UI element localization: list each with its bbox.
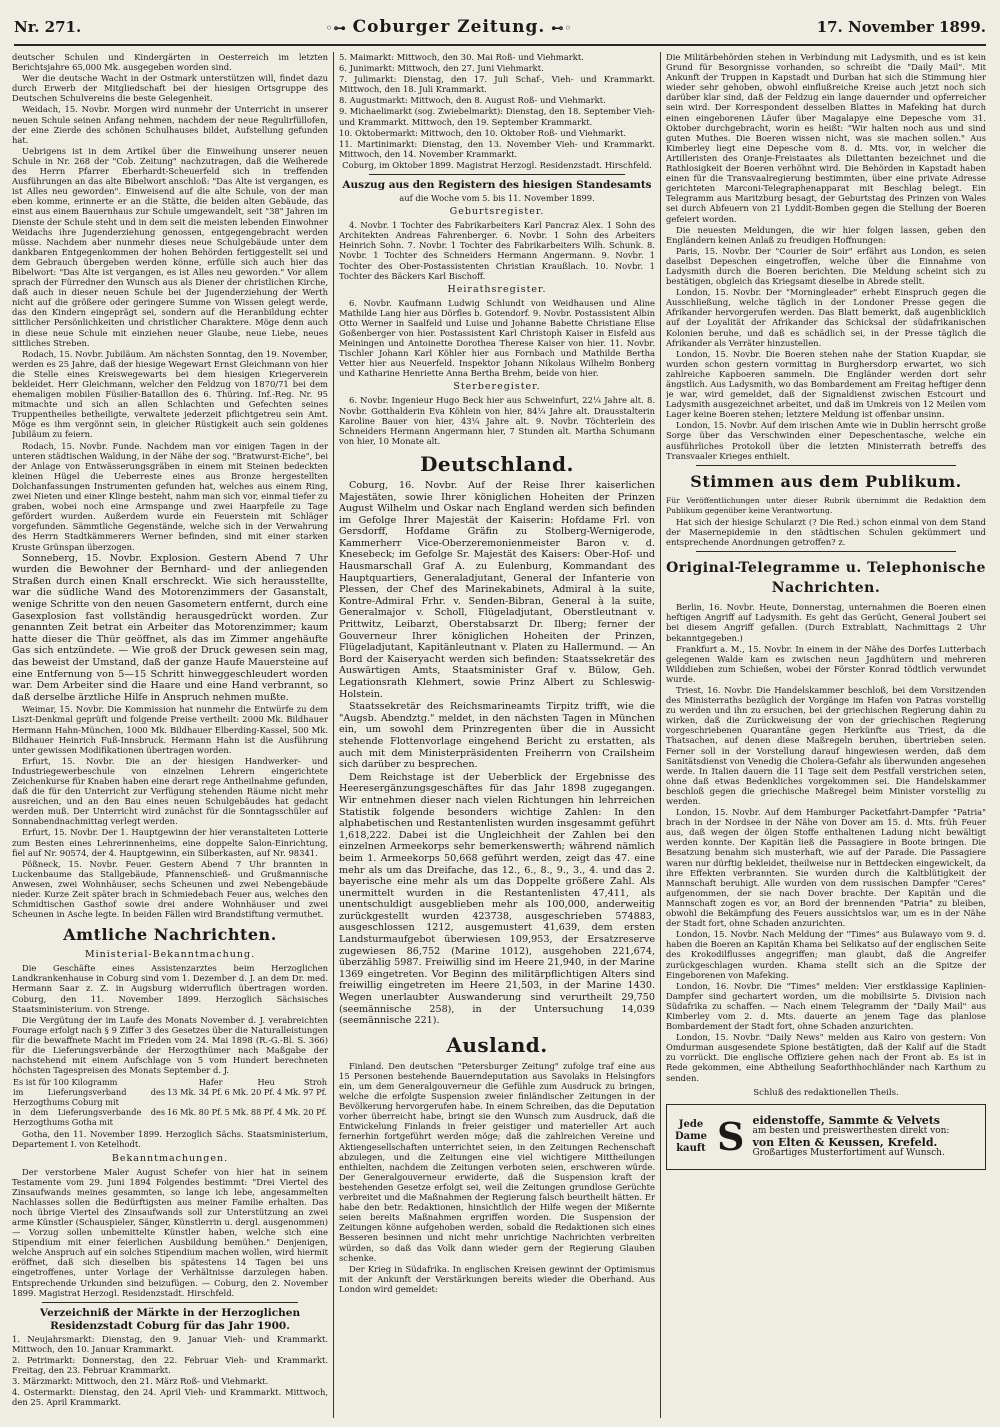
section-title-amtliche: Amtliche Nachrichten. (63, 925, 277, 945)
newspaper-title: ◦⊶ Coburger Zeitung. ⊷◦ (325, 17, 573, 37)
market-item: 11. Martinimarkt: Dienstag, den 13. November Vieh- und Krammarkt. Mittwoch, den 14. November Krammarkt. (339, 138, 655, 159)
article-paragraph: Die neuesten Meldungen, die wir hier folgen lassen, geben den Engländern keinen Anlaß zu freudigen Hoffnungen: (666, 224, 986, 245)
article-paragraph: Erfurt, 15. Novbr. Der 1. Hauptgewinn der hier veranstalteten Lotterie zum Besten eines Lehrerinnenheims, eine doppelte Salon-Einrichtung, fiel auf Nr. 90574, der 4. Hauptgewinn, ein Silberkasten, auf Nr. 98341. (12, 827, 328, 858)
table-cell: 5 Mk. 88 Pf. (224, 1107, 275, 1118)
article-paragraph: Rodach, 15. Novbr. Jubiläum. Am nächsten Sonntag, den 19. November, werden es 25 Jahre, daß der hiesige Wegewart Ernst Gleichmann von hier die Stelle eines Kreiswegewarts bei dem hiesigen Kriegerverein bekleidet. Herr Gleichmann, welcher den Feldzug von 1870/71 bei dem ehemaligen mobilen Füsilier-Bataillon des 6. Thüring. Inf.-Reg. Nr. 95 mitmachte und sich an allen Schlachten und Gefechten seines Truppentheiles betheiligte, verwaltete jederzeit pflichtgetreu sein Amt. Möge es ihm vergönnt sein, in gleicher Rüstigkeit auch sein goldenes Jubiläum zu feiern. (12, 348, 328, 440)
market-signature: Coburg, im Oktober 1899. Magistrat Herzogl. Residenzstadt. Hirschfeld. (342, 159, 652, 170)
market-item: 8. Augustmarkt: Mittwoch, den 8. August Roß- und Viehmarkt. (339, 95, 606, 106)
article-paragraph: Finland. Den deutschen "Petersburger Zeitung" zufolge traf eine aus 15 Personen bestehende Bauerndeputation aus Savolaks in Helsingfors ein, um dem Generalgouverneur die Gefühle zum Ausdruck zu bringen, welche die erfolgte Suspension zweier finländischer Zeitungen in der Bevölkerung hervorgerufen habe. In einem Schreiben, das die Deputation vorher überreicht habe, bringt sie den Wunsch zum Ausdruck, daß die Entwickelung Finlands in freier geistiger und materieller Art auch fernerhin fortgeführt werden möge; daß die zahlreichen Vereine und Aktiengesellschaften unterrichtet seien, in den Zeitungen Rechenschaft abzulegen, und die Zeitungen eine viel wichtigere Mittheilungen enthielten, nachdem die Zeitungen verboten seien, erschweren würde. Der Generalgouverneur erwiderte, daß die Suspension kraft der bestehenden Gesetze erfolgt sei, weil die Zeitungen grundlose Gerüchte verbreitet und die Maßnahmen der Regierung falsch beurtheilt hätten. Er habe den betr. Redaktionen, hinsichtlich der Hilfe wegen der Mißernte seien bereits Maßnahmen ergriffen worden. Die Suspension der Zeitungen könne aufgehoben werden, sobald die Redaktionen sich eines Besseren besinnen und nicht mehr unrichtige Nachrichten verbreiten würden, so daß das Volk dann wieder gern der Regierung Glauben schenke. (339, 1060, 655, 1263)
masthead (14, 10, 986, 46)
table-header: Es ist für 100 Kilogramm (13, 1077, 118, 1088)
table-header: Hafer (198, 1077, 223, 1088)
issue-number: Nr. 271. (14, 18, 82, 36)
article-paragraph: Staatssekretär des Reichsmarineamts Tirpitz trifft, wie die "Augsb. Abendztg." meldet, in den nächsten Tagen in München ein, um sowohl dem Prinzregenten über die in Aussicht stehende Flottenvorlage eingehend Bericht zu erstatten, als auch mit dem Ministerpräsidenten Freiherrn von Crailsheim sich darüber zu besprechen. (339, 701, 655, 771)
telegram-paragraph: London, 15. Novbr. Nach Meldung der "Times" aus Bulawayo vom 9. d. haben die Boeren an Kapitän Khama bei Selikatso auf der englischen Seite des Krokodilflusses angegriffen; man glaubt, daß die Angreifer zurückgeschlagen wurden. Khama stellt sich an die Spitze der Eingeborenen von Mafeking. (666, 929, 986, 980)
section-title-stimmen: Stimmen aus dem Publikum. (690, 471, 962, 491)
ad-line: Großartiges Musterfortiment auf Wunsch. (752, 1147, 945, 1158)
article-paragraph: Wer die deutsche Wacht in der Ostmark unterstützen will, findet dazu durch Erwerb der Mitgliedschaft bei der hiesigen Ortsgruppe des Deutschen Schulvereins die beste Gelegenheit. (12, 73, 328, 104)
telegram-paragraph: London, 16. Novbr. Die "Times" melden: Vier erstklassige Kaplinien-Dampfer sind gechartert worden, um die mobilisirte 5. Division nach Südafrika zu schaffen. — Nach einem Telegramm der "Daily Mail" aus Kimberley vom 2. d. Mts. dauerte an jenem Tage das planlose Bombardement der Stadt fort, ohne Schaden anzurichten. (666, 980, 986, 1032)
telegram-paragraph: London, 15. Novbr. "Daily News" melden aus Kairo von gestern: Von Omdurman ausgesendete Spione bestätigten, daß der Kalif auf die Stadt zu vorrückt. Die englische Offiziere gehen nach der Front ab. Es ist in Rede gekommen, eine Abtheilung Seaforthhochländer nach Karthum zu senden. (666, 1032, 986, 1083)
register-title: Auszug aus den Registern des hiesigen Standesamts (342, 179, 652, 192)
market-item: 1. Neujahrsmarkt: Dienstag, den 9. Januar Vieh- und Krammarkt. Mittwoch, den 10. Januar Krammarkt. (12, 1333, 328, 1354)
subsection-title: Heirathsregister. (447, 283, 547, 295)
table-cell: 4 Mk. 97 Pf. (276, 1087, 327, 1098)
article-paragraph: Der Krieg in Südafrika. In englischen Kreisen gewinnt der Optimismus mit der Ankunft der Verstärkungen bereits wieder die Oberhand. Aus London wird gemeldet: (339, 1263, 655, 1294)
article-paragraph: 6. Novbr. Kaufmann Ludwig Schlundt von Weidhausen und Aline Mathilde Lang hier aus Dörfles b. Gotendorf. 9. Novbr. Postassistent Albin Otto Werner in Saalfeld und Luise und Johanne Babette Christiane Elise Goßenberger von hier. Postassistent Karl Christoph Kaiser in Eisfeld aus Meiningen und Antoinette Dorothea Therese Kaiser von hier. 11. Novbr. Tischler Johann Karl Köhler hier aus Fornbach und Mathilde Bertha Vetter hier aus Neuerfeld. Inspektor Johann Nikolaus Wilhelm Bonberg und Katharine Henriette Anna Bertha Brehm, beide von hier. (339, 297, 655, 379)
article-paragraph: 4. Novbr. 1 Tochter des Fabrikarbeiters Karl Pancraz Alex. 1 Sohn des Architekten Andreas Fahrenberger. 6. Novbr. 1 Sohn des Arbeiters Heinrich Sohn. 7. Novbr. 1 Tochter des Fabrikarbeiters Wilh. Schunk. 8. Novbr. 1 Tochter des Schneiders Hermann Angermann. 9. Novbr. 1 Tochter des Ober-Postassistenten Christian Kraußlach. 10. Novbr. 1 Tochter des Bäckers Karl Bischoff. (339, 220, 655, 281)
market-item: 10. Oktobermarkt: Mittwoch, den 10. Oktober Roß- und Viehmarkt. (339, 127, 627, 138)
telegram-paragraph: Triest, 16. Novbr. Die Handelskammer beschloß, bei dem Vorsitzenden des Ministerraths bezüglich der Vorgänge im Hafen von Patras vorstellig zu werden und ihn zu ersuchen, bei der griechischen Regierung dahin zu wirken, daß die Zurückweisung der von der griechischen Regierung vorgeschriebenen Quarantäne gegen Herkünfte aus Triest, da die Thatsachen, auf denen diese Maßregeln beruhen, übertrieben seien. Ferner soll in der Vorstellung darauf hingewiesen werden, daß dem Sanitätsdienst von Venedig die Cholera-Gefahr als überwunden angesehen werde. In Italien dauern die 11 Tage seit dem Pestfall verstrichen seien, ohne daß etwas Bedenkliches vorgekommen sei. Die Handelskammer beschloß gegen die griechische Maßregel beim Minister vorstellig zu werden. (666, 684, 986, 806)
table-header: Heu (257, 1077, 275, 1088)
article-paragraph: London, 15. Novbr. Die Boeren stehen nahe der Station Kuapdar, sie wurden schon gestern vormittag in Burghersdorp erwartet, wo sich zahlreiche Kapboeren sammeln. Die Engländer werden dort sehr ängstlich. Aus Ladysmith, wo das Bombardement am Freitag heftiger denn je war, wird gemeldet, daß der Signaldienst zwischen Estcourt und Ladysmith ausgezeichnet arbeitet, und daß im Umkreis von 12 Meilen vom Lager keine Boeren stehen; letztere Meldung ist offenbar unsinn. (666, 348, 986, 420)
end-of-editorial-note: Schluß des redaktionellen Theils. (753, 1087, 899, 1098)
market-item: 3. Märzmarkt: Mittwoch, den 21. März Roß- und Viehmarkt. (12, 1376, 269, 1387)
table-header: Stroh (303, 1077, 327, 1088)
ad-line: eidenstoffe, Sammte & Velvets (752, 1113, 941, 1127)
article-paragraph: Pößneck, 15. Novbr. Feuer. Gestern Abend 7 Uhr brannten in Luckenbaume das Stallgebäude, Pfannenschieß- und Grußmannische Anwesen, zwei Wohnhäuser, sechs Scheunen und zwei Nebengebäude nieder. Kurze Zeit später brach in Schmiedebach Feuer aus, welches den Schmidtischen Gasthof sowie drei andere Wohnhäuser und zwei Scheunen in Asche legte. In beiden Fällen wird Brandstiftung vermuthet. (12, 858, 328, 920)
telegram-paragraph: Frankfurt a. M., 15. Novbr. In einem in der Nähe des Dorfes Lutterbach gelegenen Walde kam es zwischen neun Jagdhütern und mehreren Wilddieben zum Schießen, wobei der Förster Konrad tödtlich verwundet wurde. (666, 643, 986, 684)
divider (696, 465, 956, 466)
section-title-telegramme: Original-Telegramme u. Telephonische Nachrichten. (666, 560, 986, 597)
article-paragraph: Sonneberg, 15. Novbr. Explosion. Gestern Abend 7 Uhr wurden die Bewohner der Bernhard- und der anliegenden Straßen durch einen Knall erschreckt. Wie sich herausstellte, war die südliche Wand des Motorenzimmers der Gasanstalt, wenige Schritte von den neuen Gasometern entfernt, durch eine Gasexplosion fast vollständig herausgedrückt worden. Zur genannten Zeit betrat ein Arbeiter das Motorenzimmer; kaum hatte dieser die Thür geöffnet, als das im Zimmer angehäufte Gas sich entzündete. — Wie groß der Druck gewesen sein mag, das beweist der Umstand, daß der ganze Haufe Mauersteine auf eine Entfernung von 5—15 Schritt hinweggeschleudert worden war. Dem Arbeiter sind die Haare und eine Hand verbrannt, so daß derselbe ärztliche Hilfe in Anspruch nehmen mußte. (12, 552, 328, 703)
ad-text-block (752, 1115, 949, 1159)
section-title-ausland: Ausland. (446, 1032, 548, 1057)
market-item: 2. Petrimarkt: Donnerstag, den 22. Februar Vieh- und Krammarkt. Freitag, den 23. Februar Krammarkt. (12, 1354, 328, 1375)
ad-left-text: Jede Dame kauft (674, 1118, 708, 1154)
register-subtitle: auf die Woche vom 5. bis 11. November 1899. (399, 193, 595, 204)
table-row (12, 1107, 328, 1127)
fourage-price-table (12, 1077, 328, 1127)
article-paragraph: deutscher Schulen und Kindergärten in Oesterreich im letzten Berichtsjahre 65,000 Mk. ausgegeben worden sind. (12, 52, 328, 73)
divider (42, 1302, 298, 1303)
article-paragraph: Coburg, 16. Novbr. Auf der Reise Ihrer kaiserlichen Majestäten, sowie Ihrer königlichen Hoheiten der Prinzen August Wilhelm und Oskar nach England werden sich befinden im Gefolge Ihrer Majestät der Kaiserin: Hofdame Frl. von Gersdorff, Hofdame Gräfin zu Stolberg-Wernigerode, Kammerherr Vice-Oberzeremonienmeister Baron v. d. Knesebeck; im Gefolge Sr. Majestät des Kaisers: Ober-Hof- und Hausmarschall Graf A. zu Eulenburg, Kommandant des Hauptquartiers, Generaladjutant, General der Infanterie von Plessen, der Chef des Marinekabinets, Admiral à la suite, Kontre-Admiral Frhr. v. Senden-Bibran, General à la suite, Generalmajor v. Scholl, Flügeladjutant, Oberstleutnant v. Prittwitz, Leibarzt, Oberstabsarzt Dr. Ilberg; ferner der Gouverneur Ihrer königlichen Hoheiten der Prinzen, Flügeladjutant, Kapitänleutnant v. Platen zu Hallermund. — An Bord der Kaiseryacht werden sich befinden: Staatssekretär des Auswärtigen Amts, Staatsminister Graf v. Bülow, Geh. Legationsrath Klehmert, sowie Prinz Albert zu Schleswig-Holstein. (339, 479, 655, 700)
article-paragraph: Weimar, 15. Novbr. Die Kommission hat nunmehr die Entwürfe zu dem Liszt-Denkmal geprüft und folgende Preise vertheilt: 2000 Mk. Bildhauer Hermann Hahn-München, 1000 Mk. Bildhauer Elberding-Kassel, 500 Mk. Bildhauer Heinrich Fuß-Innsbruck. Hermann Hahn ist die Ausführung unter gewissen Modifikationen übertragen worden. (12, 704, 328, 755)
column-3 (666, 52, 986, 1418)
ad-initial-letter: S (717, 1113, 745, 1159)
article-paragraph: Gotha, den 11. November 1899. Herzoglich Sächs. Staatsministerium, Departement I. von Ketelhodt. (12, 1129, 328, 1150)
article-paragraph: Erfurt, 15. Novbr. Die an der hiesigen Handwerker- und Industriegewerbeschule von einzelnen Lehrern eingerichtete Zeichenkurse für Knaben haben eine derart rege Antheilnahme gefunden, daß die für den Unterricht zur Verfügung stehenden Räume nicht mehr ausreichen, und an den Bau eines neuen Schulgebäudes hat gedacht werden muß. Der Unterricht wird zunächst für die Sonntagsschüler auf Sonnabendnachmittag verlegt werden. (12, 755, 328, 827)
article-paragraph: London, 15. Novbr. Auf dem irischen Amte wie in Dublin herrscht große Sorge über das Verschwinden einer Depeschentasche, welche ein ausführliches Protokoll über die letzten Ministerrath betreffs des Transvaaler Krieges enthielt. (666, 420, 986, 461)
article-paragraph: Die Geschäfte eines Assistenzarztes beim Herzoglichen Landkrankenhause in Coburg sind vom 1. Dezember d. J. an dem Dr. med. Hermann Saar z. Z. in Augsburg widerruflich übertragen worden. Coburg, den 11. November 1899. Herzoglich Sächsisches Staatsministerium. von Strenge. (12, 963, 328, 1014)
article-paragraph: Hat sich der hiesige Schularzt (? Die Red.) schon einmal von dem Stand der Masernepidemie in den städtischen Schulen gekümmert und entsprechende Anordnungen getroffen? z. (666, 516, 986, 548)
column-1 (12, 52, 328, 1418)
article-paragraph: Rodach, 15. Novbr. Funde. Nachdem man vor einigen Tagen in der unteren städtischen Waldung, in der Nähe der sog. "Bratwurst-Eiche", bei der Anlage von Entwässerungsgräben in einem mit Steinen bedeckten kleinen Hügel die Ueberreste eines aus Bronze hergestellten Dolchanfassungen Instrumenten gefunden hat, welches aus einem Ring, zwei Nieten und einer Klinge besteht, nahm man sich vor, einmal tiefer zu graben, wobei noch eine Armspange und zwei Haarpfeile zu Tage gefördert wurden. Außerdem wurde ein Feuerstein mit Schläger vorgefunden. Sämmtliche Gegenstände, welche sich in der Verwahrung des Herrn Stadtkämmerers Werner befinden, sind mit einer starken Kruste Grünspan überzogen. (12, 440, 328, 552)
article-paragraph: Die Vergütung der im Laufe des Monats November d. J. verabreichten Fourage erfolgt nach § 9 Ziffer 3 des Gesetzes über die Naturalleistungen für die bewaffnete Macht im Frieden vom 24. Mai 1898 (R.-G.-Bl. S. 366) für die Lieferungsverbände der Herzogthümer nach Maßgabe der nachstehend mit einem Aufschlage von 5 vom Hundert berechneten höchsten Tagespreisen des Monats September d. J. (12, 1014, 328, 1076)
telegram-paragraph: London, 15. Novbr. Auf dem Hamburger Packetfahrt-Dampfer "Patria" brach in der Nordsee in der Nähe von Dover am 15. d. Mts. früh Feuer aus, daß wegen der ölgen Stoffe enthaltenen Ladung nicht bewältigt werden konnte. Der Kapitän ließ die Passagiere in Boote bringen. Die Besatzung benahm sich musterhaft, wie auf der Parade. Die Passagiere waren nur dürftig bekleidet, theilweise nur in Bettdecken eingewickelt, da ihre Effekten verbrannten. Sie wurden durch die Kaltblütigkeit der Mannschaft beruhigt. Alle wurden von dem russischen Dampfer "Ceres" aufgenommen, der sie nach Dover brachte. Der Kapitän und die Mannschaft zogen es vor, an Bord der brennenden "Patria" zu bleiben, obwohl die Bekämpfung des Feuers aussichtslos war, um es in der Nähe der Stadt fort, ohne Schaden anzurichten. (666, 807, 986, 929)
article-paragraph: Uebrigens ist in dem Artikel über die Einweihung unserer neuen Schule in Nr. 268 der "Cob. Zeitung" nachzutragen, daß die Weiherede des Herrn Pfarrer Eberhardt-Scheuerfeld sich in treffenden Ausführungen an das alte Bibelwort anschloß: "Das Alte ist vergangen, es ist Alles neu geworden". Einweisend auf die alte Schule, von der man eben komme, erinnerte er an die Stätte, die beiden alten Gebäude, das einst aus einem Bauernhaus zur Schule umgewandelt, seit "38" Jahren im Dienste der Schule steht und in dem seit die meisten lebenden Einwohner Weidachs ihre Jugenderziehung genossen, entgegengebracht werden müsse. Nachdem aber nunmehr dieses neue Schulgebäude unter dem dankbaren Entgegenkommen der hohen Behörden fertiggestellt sei und dem Gebrauch übergeben werden könne, erfülle sich auch hier das Bibelwort: "Das Alte ist vergangen, es ist Alles neu geworden." Vor allem sprach der Fürredner den Wunsch aus als Diener der christlichen Kirche, daß auch in dieser neuen Schule bei der Jugenderziehung der Werth nicht auf die größere oder geringere Summe von Wissen gelegt werde, das den Kindern eingeprägt sei, sondern auf die Heranbildung echter sittlicher Persönlichkeiten und christlicher Charaktere. Möge denn auch in diese neue Schule mit einziehen neuer Glaube, neue Liebe, neues sittliches Streben. (12, 145, 328, 348)
divider (369, 174, 625, 175)
ad-line: von Elten & Keussen, Krefeld. (752, 1135, 938, 1149)
section-note: Für Veröffentlichungen unter dieser Rubrik übernimmt die Redaktion dem Publikum gegenüber keine Verantwortung. (666, 495, 986, 515)
market-item: 5. Maimarkt: Mittwoch, den 30. Mai Roß- und Viehmarkt. (339, 52, 584, 62)
table-header-row (12, 1077, 328, 1087)
market-list-title: Verzeichniß der Märkte in der Herzoglichen Residenzstadt Coburg für das Jahr 1900. (39, 1306, 301, 1332)
market-item: 4. Ostermarkt: Dienstag, den 24. April Vieh- und Krammarkt. Mittwoch, den 25. April Krammarkt. (12, 1387, 328, 1408)
column-rule (333, 52, 334, 1418)
table-row (12, 1087, 328, 1107)
market-item: 7. Julimarkt: Dienstag, den 17. Juli Schaf-, Vieh- und Krammarkt. Mittwoch, den 18. Juli Krammarkt. (339, 74, 655, 95)
article-paragraph: 6. Novbr. Ingenieur Hugo Beck hier aus Schweinfurt, 22¼ Jahre alt. 8. Novbr. Gotthalderin Eva Köhlein von hier, 84¼ Jahre alt. Drausstalterin Karoline Bauer von hier, 43¼ Jahre alt. 9. Novbr. Töchterlein des Schneiders Hermann Angermann hier, 7 Stunden alt. Martha Schumann von hier, 10 Monate alt. (339, 395, 655, 446)
table-cell: 6 Mk. 20 Pf. (224, 1087, 275, 1098)
table-cell: im Lieferungsverband des Herzogthums Coburg mit (13, 1087, 166, 1108)
telegram-paragraph: Berlin, 16. Novbr. Heute, Donnerstag, unternahmen die Boeren einen heftigen Angriff auf Ladysmith. Es geht das Gerücht, General Joubert sei bei diesem Angriff gefallen. (Durch Extrablatt, Nachmittags 2 Uhr bekanntgegeben.) (666, 602, 986, 643)
article-paragraph: Die Militärbehörden stehen in Verbindung mit Ladysmith, und es ist kein Grund für Besorgnisse vorhanden, so schreibt die "Daily Mail". Mit Ankunft der Truppen in Kapstadt und Durban hat sich die Stimmung hier wieder sehr gehoben, obwohl einflußreiche Kreise auch jetzt noch sich darüber klar sind, daß der Feldzug ein lange dauernder und opferreicher sein wird. Der Korrespondent desselben Blattes in Mafeking hat durch einen eingeborenen Läufer über Magalapye eine Depesche vom 31. Oktober durchgebracht, worin es heißt: "Wir halten noch aus und sind guten Muthes. Die Boeren wissen nicht, was sie machen sollen." Aus Kimberley liegt eine Depesche vom 8. d. Mts. vor, in welcher die Artilleristen des Oranje-Freistaates als Dilettanten bezeichnet und die Rathlosigkeit der Boeren verhöhnt wird. Die Behörden in Kapstadt haben einen für die Transvaalregierung bestimmten, über eine private Adresse gerichteten Marconi-Telegraphenapparat mit Beschlag belegt. Ein Telegramm aus Maritzburg besagt, der Geburtstag des Prinzen von Wales sei durch Abfeuern von 21 Lyddit-Bomben gegen die Stellung der Boeren gefeiert worden. (666, 52, 986, 224)
subsection-title: Sterberegister. (453, 381, 541, 393)
article-paragraph: Dem Reichstage ist der Ueberblick der Ergebnisse des Heeresergänzungsgeschäftes für das Jahr 1898 zugegangen. Wir entnehmen dieser nach vielen Richtungen hin lehrreichen Statistik folgende besonders wichtige Zahlen: In den alphabetischen und Restantenlisten wurden insgesammt geführt 1,618,222. Dabei ist die Ungleichheit der Zahlen bei den einzelnen Armeekorps sehr bemerkenswerth; während nämlich beim 1. Armeekorps 50,668 geführt werden, zeigt das 47. eine mehr als um das Dreifache, das 12., 6., 8., 9., 3., 4. und das 2. bayerische eine mehr als um das Doppelte größere Zahl. Als unermittelt wurden in die Restantenlisten 47,411, als unentschuldigt ausgeblieben mehr als 100,000, anderweitig zurückgestellt wurden 423738, ausgeschrieben 574883, ausgeschlossen 1212, ausgemustert 41,639, dem ersten Landsturmaufgebot überwiesen 109,953, der Ersatzreserve zugewiesen 86,752 (Marine 1012), ausgehoben 221,674, überzählig 5987. Freiwillig sind im Heere 21,940, in der Marine 1369 eingetreten. Vor Beginn des militärpflichtigen Alters sind freiwillig eingetreten im Heere 21,503, in der Marine 1430. Wegen unerlaubter Auswanderung sind verurtheilt 29,750 (seemännische 258), in der Untersuchung 14,039 (seemännische 221). (339, 771, 655, 1027)
table-cell: in dem Lieferungsverbande des Herzogthums Gotha mit (13, 1107, 166, 1128)
article-paragraph: Weidach, 15. Novbr. Morgen wird nunmehr der Unterricht in unserer neuen Schule seinen Anfang nehmen, nachdem der neue Regulirfüllofen, der eine Zierde des schönen Schulhauses bildet, Aufstellung gefunden hat. (12, 104, 328, 145)
table-cell: 13 Mk. 34 Pf. (167, 1087, 223, 1098)
market-item: 9. Michaelimarkt (sog. Zwiebelmarkt): Dienstag, den 18. September Vieh- und Krammarkt. Mittwoch, den 19. September Krammarkt. (339, 106, 655, 127)
subsection-title: Bekanntmachungen. (111, 1152, 229, 1164)
article-paragraph: Paris, 15. Novbr. Der "Courier de Soir" erfährt aus London, es seien daselbst Depeschen eingetroffen, welche über die Einnahme von Ladysmith durch die Boeren berichten. Die Meldung scheint sich zu bestätigen, obgleich das Kriegsamt dieselbe in Abrede stellt. (666, 245, 986, 287)
column-2 (339, 52, 655, 1418)
article-paragraph: London, 15. Novbr. Der "Morningleader" erhebt Einspruch gegen die Ausschließung, welche täglich in der Londoner Presse gegen die Afrikander hervorgerufen werden. Das Blatt bemerkt, daß augenblicklich auf der Loyalität der Afrikander das Schicksal der südafrikanischen Kolonien beruhe, und daß es schädlich sei, in der Presse täglich die Afrikander als Verräter hinzustellen. (666, 287, 986, 348)
silk-advertisement (666, 1104, 986, 1170)
table-cell: 16 Mk. 80 Pf. (167, 1107, 223, 1118)
table-cell: 4 Mk. 20 Pf. (276, 1107, 327, 1118)
subsection-title: Geburtsregister. (449, 206, 545, 218)
section-title-deutschland: Deutschland. (420, 451, 574, 476)
ad-line: am besten und preiswerthesten direkt von: (752, 1125, 950, 1136)
issue-date: 17. November 1899. (816, 18, 986, 36)
column-rule (660, 52, 661, 1418)
market-item: 6. Junimarkt: Mittwoch, den 27. Juni Viehmarkt. (339, 63, 544, 74)
divider (696, 551, 956, 552)
subsection-title: Ministerial-Bekanntmachung. (84, 949, 256, 961)
article-paragraph: Der verstorbene Maler August Schefer von hier hat in seinem Testamente vom 29. Juni 1894 Folgendes bestimmt: "Drei Viertel des Zinsaufwands meines gesammten, so lange ich lebe, angesammelten Nachlasses sollen die Bedürftigsten aus meiner Familie erhalten. Das noch übrige Viertel des Zinsaufwands soll zur Unterstützung an zwei arme Künstler (Schauspieler, Sänger, Künstlerrin u. dergl. ausgenommen) — Vorzug sollen unbemittelte Künstler haben, welche sich eine Stipendium mit einer feierlichen Ausbildung bemühen." Denjenigen, welche Anspruch auf ein solches Stipendium machen wollen, wird hiermit eröffnet, daß sich dieselben bis spätestens 14 Tagen bei uns eingetroffenes, unter Vorlage der Verhältnisse darzulegen haben. Entsprechende Urkunden sind beizufügen. — Coburg, den 2. November 1899. Magistrat Herzogl. Residenzstadt. Hirschfeld. (12, 1166, 328, 1298)
